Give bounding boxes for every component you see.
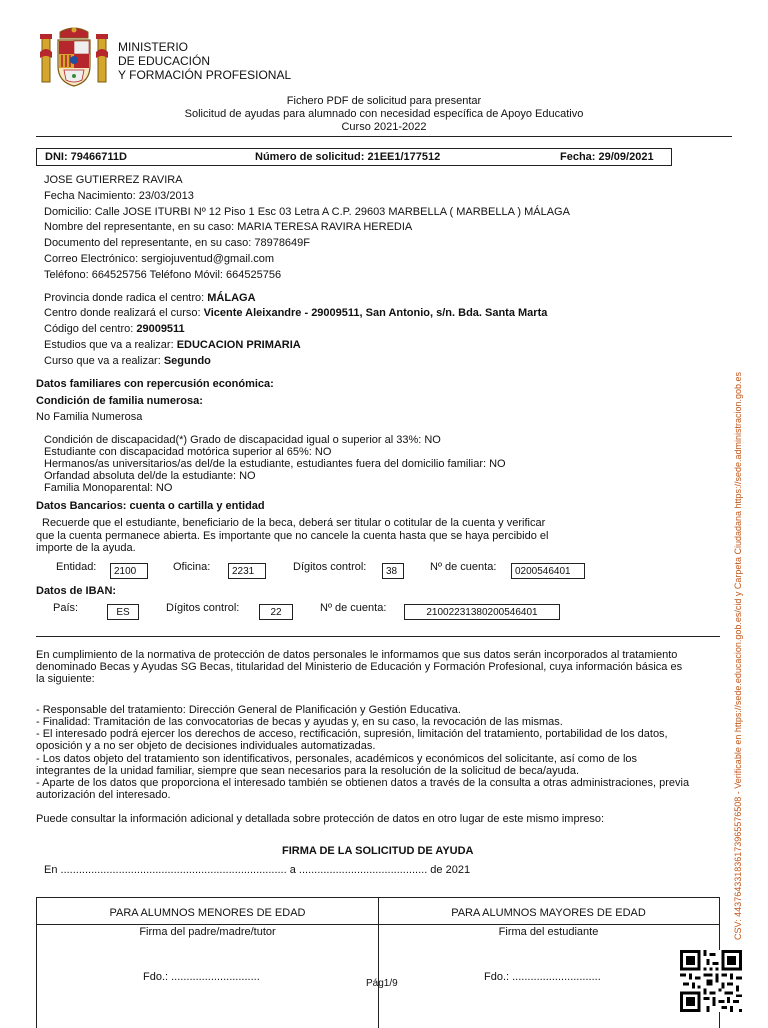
entidad-label: Entidad:: [56, 561, 97, 573]
representative-name: Nombre del representante, en su caso: MARIA TERESA RAVIRA HEREDIA: [44, 221, 413, 233]
adults-header: PARA ALUMNOS MAYORES DE EDAD: [451, 907, 646, 919]
cuenta-label: Nº de cuenta:: [430, 561, 497, 573]
siblings-university: Hermanos/as universitarios/as del/de la estudiante, estudiantes fuera del domicilio familiar: NO: [44, 458, 506, 470]
minors-sign-label: Firma del padre/madre/tutor: [139, 926, 276, 938]
code-row: [44, 323, 185, 335]
privacy-p1c: la siguiente:: [36, 673, 95, 685]
oficina-field[interactable]: 2231: [228, 563, 266, 579]
center-row: [44, 307, 547, 319]
phone: Teléfono: 664525756 Teléfono Móvil: 664525756: [44, 269, 282, 281]
course-value: Segundo: [163, 355, 211, 367]
privacy-b1: - Responsable del tratamiento: Dirección General de Planificación y Gestión Educativa.: [36, 704, 461, 716]
table-header-divider: [37, 924, 719, 925]
digitos-label: Dígitos control:: [293, 561, 367, 573]
numerosa-value: No Familia Numerosa: [36, 411, 143, 423]
privacy-p1a: En cumplimiento de la normativa de protección de datos personales le informamos que sus datos serán incorporados al tratamiento: [36, 649, 678, 661]
studies-value: EDUCACION PRIMARIA: [176, 339, 301, 351]
privacy-b2: - Finalidad: Tramitación de las convocatorias de becas y ayudas y, en su caso, la revocación de las mismas.: [36, 716, 563, 728]
ministry-line-3: Y FORMACIÓN PROFESIONAL: [118, 68, 292, 82]
ministry-name: [118, 40, 291, 82]
doc-title-3: Curso 2021-2022: [341, 121, 427, 133]
bank-heading: Datos Bancarios: cuenta o cartilla y entidad: [36, 500, 265, 512]
id-box: [36, 148, 672, 166]
privacy-p2: Puede consultar la información adicional y detallada sobre protección de datos en otro lugar de este mismo impreso:: [36, 813, 605, 825]
qr-code-icon: [680, 950, 742, 1012]
doc-title-1: Fichero PDF de solicitud para presentar: [286, 95, 482, 107]
single-parent: Familia Monoparental: NO: [44, 482, 173, 494]
bank-note-2: que la cuenta permanece abierta. Es importante que no cancele la cuenta hasta que se haya percibido el: [36, 530, 549, 542]
bank-divider: [36, 636, 720, 637]
solicitud-number: Número de solicitud: 21EE1/177512: [255, 151, 441, 163]
center-value: Vicente Aleixandre - 29009511, San Antonio, s/n. Bda. Santa Marta: [203, 307, 548, 319]
representative-document: Documento del representante, en su caso: 78978649F: [44, 237, 311, 249]
bank-note-3: importe de la ayuda.: [36, 542, 136, 554]
privacy-p1b: denominado Becas y Ayudas SG Becas, titularidad del Ministerio de Educación y Formación Profesional, cuya información básica es: [36, 661, 683, 673]
center-label: Centro donde realizará el curso:: [44, 307, 204, 319]
dni-field: DNI: 79466711D: [45, 151, 127, 163]
birth-date: Fecha Nacimiento: 23/03/2013: [44, 190, 194, 202]
adults-sign-label: Firma del estudiante: [498, 926, 599, 938]
solicitud-date: Fecha: 29/09/2021: [560, 151, 654, 163]
signature-heading: FIRMA DE LA SOLICITUD DE AYUDA: [282, 845, 474, 857]
iban-cuenta-field[interactable]: 21002231380200546401: [404, 604, 560, 620]
pais-field[interactable]: ES: [107, 604, 139, 620]
iban-digitos-label: Dígitos control:: [166, 602, 240, 614]
disability-65: Estudiante con discapacidad motórica superior al 65%: NO: [44, 446, 332, 458]
iban-digitos-field[interactable]: 22: [259, 604, 293, 620]
privacy-b4b: integrantes de la unidad familiar, siempre que sean necesarios para la resolución de la solicitud de beca/ayuda.: [36, 765, 580, 777]
province-value: MÁLAGA: [207, 292, 256, 304]
privacy-b4a: - Los datos objeto del tratamiento son identificativos, personales, académicos y económicos del solicitante, así como de los: [36, 753, 638, 765]
privacy-b3b: oposición y a no ser objeto de decisiones individuales automatizadas.: [36, 740, 376, 752]
entidad-field[interactable]: 2100: [110, 563, 148, 579]
doc-title-2: Solicitud de ayudas para alumnado con necesidad específica de Apoyo Educativo: [184, 108, 584, 120]
address: Domicilio: Calle JOSE ITURBI Nº 12 Piso 1 Esc 03 Letra A C.P. 29603 MARBELLA ( MARBELLA ) MÁLAGA: [44, 206, 570, 218]
cuenta-field[interactable]: 0200546401: [511, 563, 585, 579]
orphan: Orfandad absoluta del/de la estudiante: NO: [44, 470, 256, 482]
pais-label: País:: [53, 602, 79, 614]
digitos-field[interactable]: 38: [382, 563, 404, 579]
bank-note-1: Recuerde que el estudiante, beneficiario de la beca, deberá ser titular o cotitular de la cuenta y verificar: [42, 517, 546, 529]
code-label: Código del centro:: [44, 323, 137, 335]
studies-label: Estudios que va a realizar:: [44, 339, 177, 351]
page-number: Pág1/9: [366, 978, 398, 989]
header-divider: [36, 136, 732, 137]
iban-cuenta-label: Nº de cuenta:: [320, 602, 387, 614]
province-row: [44, 292, 256, 304]
ministry-line-2: DE EDUCACIÓN: [118, 54, 211, 68]
oficina-label: Oficina:: [173, 561, 211, 573]
privacy-b3a: - El interesado podrá ejercer los derechos de acceso, rectificación, supresión, limitación del tratamiento, portabilidad de los datos,: [36, 728, 668, 740]
province-label: Provincia donde radica el centro:: [44, 292, 208, 304]
email: Correo Electrónico: sergiojuventud@gmail.com: [44, 253, 275, 265]
privacy-b5b: autorización del interesado.: [36, 789, 171, 801]
family-heading: Datos familiares con repercusión económica:: [36, 378, 274, 390]
csv-verification-text: CSV: 443764331836173965576508 - Verificable en https://sede.educacion.gob.es/cid y Carpeta Ciudadana https://sede.administracion.gob.es: [733, 371, 743, 940]
signature-place-line: En .......................................................................... a .......................................... de 2021: [44, 864, 471, 876]
privacy-b5a: - Aparte de los datos que proporciona el interesado también se obtienen datos a través de la consulta a otras administraciones, previa: [36, 777, 690, 789]
studies-row: [44, 339, 301, 351]
minors-header: PARA ALUMNOS MENORES DE EDAD: [109, 907, 306, 919]
course-label: Curso que va a realizar:: [44, 355, 164, 367]
ministry-line-1: MINISTERIO: [118, 40, 189, 54]
coat-of-arms-icon: [38, 26, 110, 92]
course-row: [44, 355, 211, 367]
fdo-left: Fdo.: .............................: [143, 971, 260, 983]
code-value: 29009511: [136, 323, 185, 335]
signature-table: [36, 897, 720, 1028]
numerosa-heading: Condición de familia numerosa:: [36, 395, 203, 407]
applicant-name: JOSE GUTIERREZ RAVIRA: [44, 174, 183, 186]
disability-33: Condición de discapacidad(*) Grado de discapacidad igual o superior al 33%: NO: [44, 434, 441, 446]
iban-heading: Datos de IBAN:: [36, 585, 117, 597]
fdo-right: Fdo.: .............................: [484, 971, 601, 983]
